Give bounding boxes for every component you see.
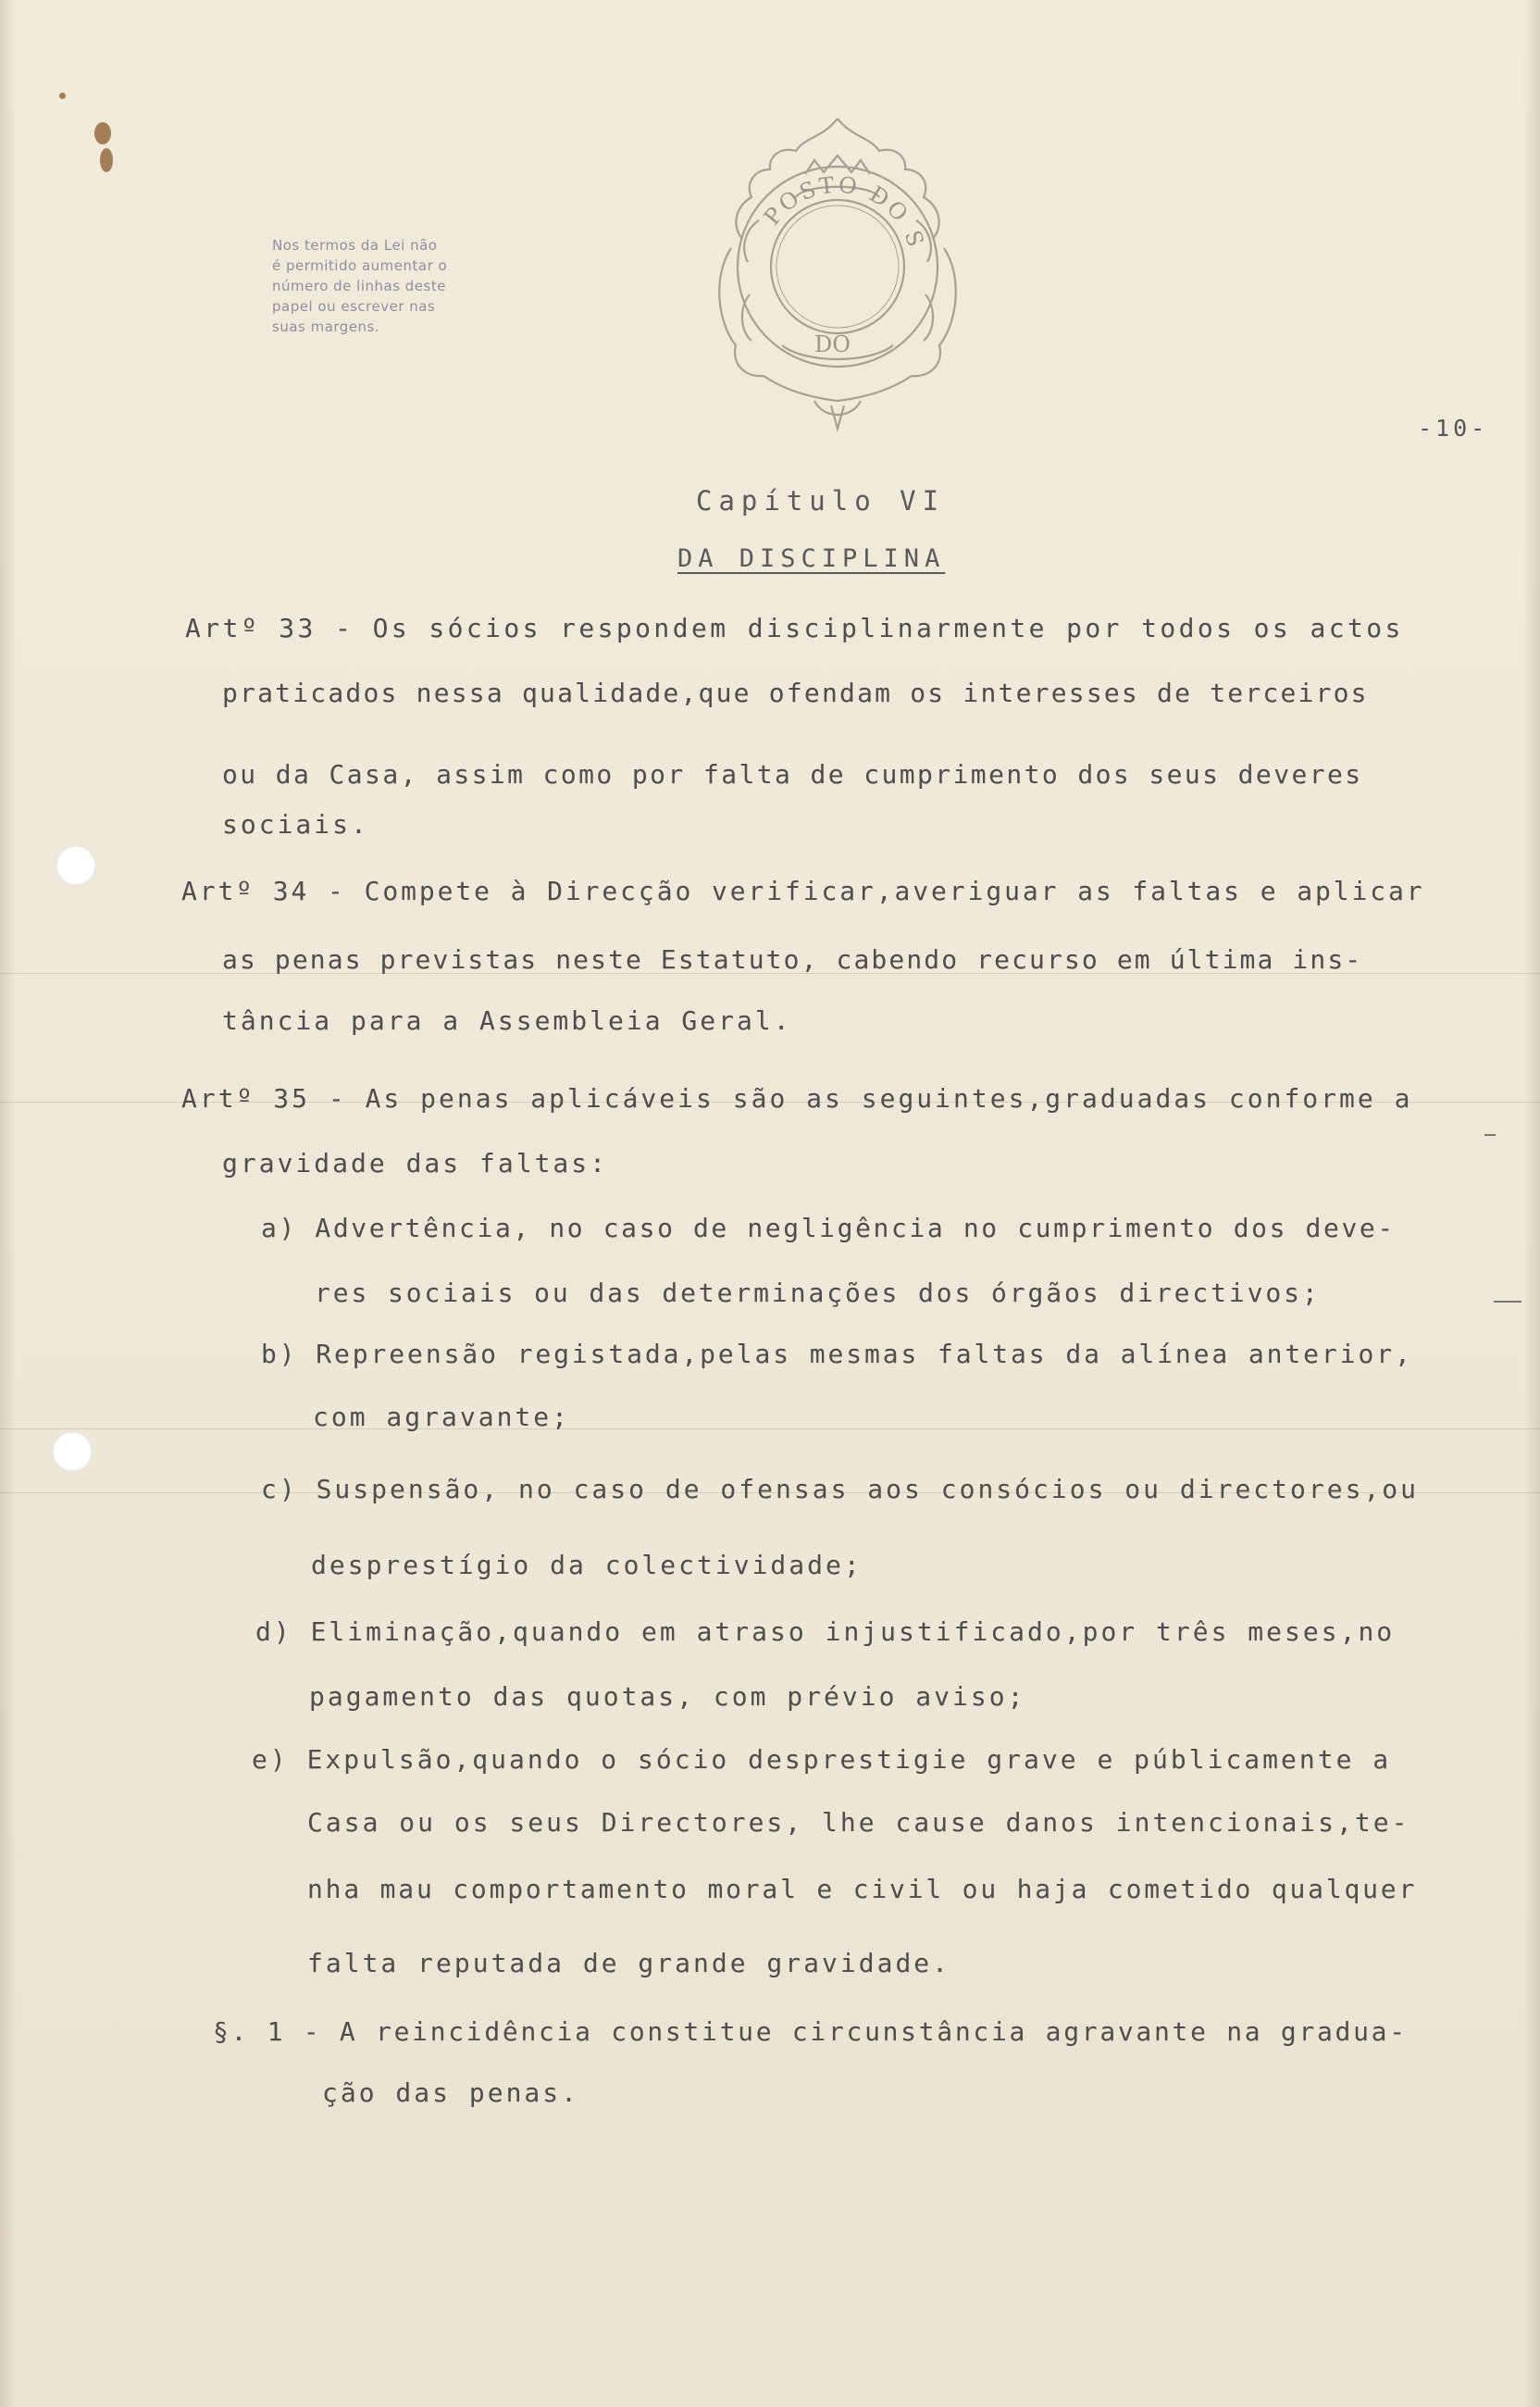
text-line: praticados nessa qualidade,que ofendam os interesses de terceiros [222,678,1369,708]
left-edge-shadow [0,0,17,2407]
margin-tick [1494,1301,1521,1303]
text-line: Artº 33 - Os sócios respondem disciplinarmente por todos os actos [185,613,1404,643]
text-line: gravidade das faltas: [222,1148,609,1179]
text-line: c) Suspensão, no caso de ofensas aos consócios ou directores,ou [261,1474,1420,1504]
text-line: Artº 35 - As penas aplicáveis são as seguintes,graduadas conforme a [181,1083,1413,1114]
text-line: com agravante; [313,1402,571,1432]
page-number: -10- [1418,415,1489,442]
text-line: desprestígio da colectividade; [311,1550,863,1580]
chapter-heading: Capítulo VI [696,485,946,517]
seal-bottom-text: DO [814,331,851,357]
notice-line: Nos termos da Lei não [272,237,438,254]
section-title: DA DISCIPLINA [677,544,946,573]
text-line: falta reputada de grande gravidade. [307,1948,951,1978]
text-line: e) Expulsão,quando o sócio desprestigie grave e públicamente a [252,1744,1392,1775]
rust-stain [94,122,111,144]
text-line: tância para a Assembleia Geral. [222,1005,792,1036]
punch-hole-bottom [52,1431,93,1472]
seal-arc-text: POSTO DO S [758,171,930,253]
notice-line: número de linhas deste [272,278,446,294]
text-line: as penas previstas neste Estatuto, cabendo recurso em última ins- [222,944,1363,975]
text-line: Casa ou os seus Directores, lhe cause danos intencionais,te- [307,1807,1410,1838]
margin-tick [1484,1134,1496,1136]
text-line: §. 1 - A reincidência constitue circunstância agravante na gradua- [213,2016,1408,2047]
notice-line: é permitido aumentar o [272,257,448,274]
text-line: sociais. [222,809,369,840]
text-line: a) Advertência, no caso de negligência no cumprimento dos deve- [261,1213,1396,1243]
punch-hole-top [56,845,96,886]
text-line: res sociais ou das determinações dos órgãos directivos; [315,1278,1321,1308]
text-line: ção das penas. [322,2077,580,2108]
text-line: ou da Casa, assim como por falta de cumprimento dos seus deveres [222,759,1363,790]
right-edge-shadow [1523,0,1540,2407]
faint-rule [0,1428,1540,1429]
rust-stain [100,148,113,172]
notice-line: papel ou escrever nas [272,298,436,315]
text-line: nha mau comportamento moral e civil ou haja cometido qualquer [307,1874,1418,1904]
rust-stain [59,93,66,99]
text-line: pagamento das quotas, com prévio aviso; [309,1681,1026,1712]
margin-notice [272,235,503,337]
text-line: Artº 34 - Compete à Direcção verificar,averiguar as faltas e aplicar [181,876,1425,906]
embossed-seal-icon [694,109,981,433]
text-line: d) Eliminação,quando em atraso injustificado,por três meses,no [255,1616,1396,1647]
text-line: b) Repreensão registada,pelas mesmas faltas da alínea anterior, [261,1339,1413,1369]
notice-line: suas margens. [272,318,380,335]
